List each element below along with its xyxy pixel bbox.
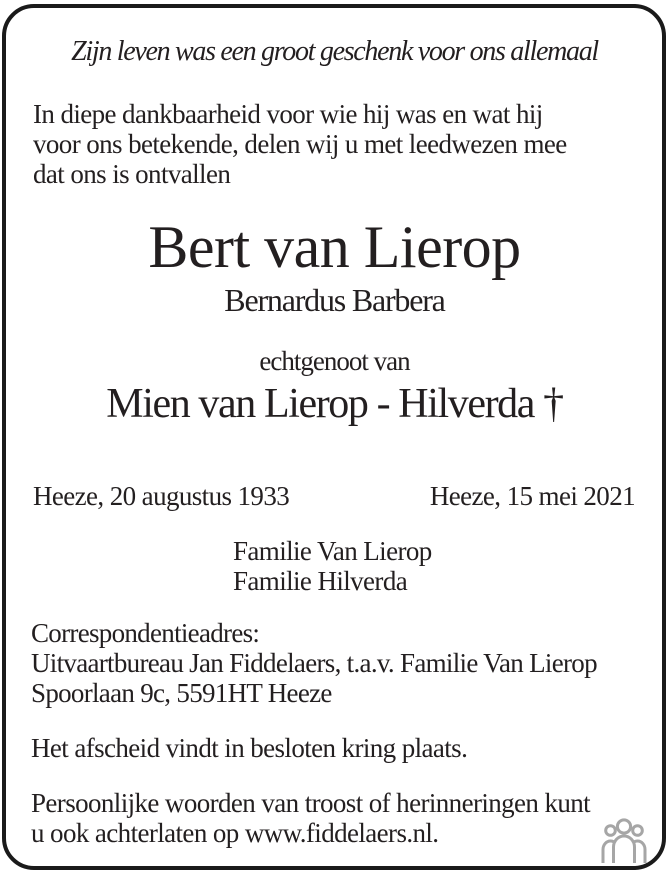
closing-paragraph	[31, 788, 590, 848]
family-icon-svg	[600, 818, 648, 864]
deceased-birth-names: Bernardus Barbera	[224, 282, 445, 318]
correspondence-line-1: Uitvaartbureau Jan Fiddelaers, t.a.v. Familie Van Lierop	[31, 648, 597, 678]
death-place-date: Heeze, 15 mei 2021	[429, 481, 635, 511]
family-line-2: Familie Hilverda	[233, 566, 408, 596]
correspondence-label: Correspondentieadres:	[31, 618, 260, 648]
correspondence-address	[31, 618, 597, 708]
farewell-notice: Het afscheid vindt in besloten kring plaats.	[31, 733, 468, 763]
intro-line-3: dat ons is ontvallen	[33, 159, 231, 189]
dates-row	[33, 481, 635, 511]
relation-label: echtgenoot van	[259, 346, 410, 376]
intro-line-1: In diepe dankbaarheid voor wie hij was en wat hij	[33, 99, 543, 129]
memorial-quote: Zijn leven was een groot geschenk voor ons allemaal	[71, 36, 598, 67]
intro-paragraph	[33, 99, 567, 189]
deceased-name: Bert van Lierop	[148, 214, 521, 280]
closing-line-1: Persoonlijke woorden van troost of herinneringen kunt	[31, 788, 591, 818]
partner-name: Mien van Lierop - Hilverda †	[106, 381, 563, 427]
family-icon	[600, 818, 648, 864]
family-line-1: Familie Van Lierop	[233, 536, 432, 566]
birth-place-date: Heeze, 20 augustus 1933	[33, 481, 290, 511]
family-signatures	[233, 536, 432, 596]
correspondence-line-2: Spoorlaan 9c, 5591HT Heeze	[31, 678, 332, 708]
closing-line-2: u ook achterlaten op www.fiddelaers.nl.	[31, 818, 439, 848]
intro-line-2: voor ons betekende, delen wij u met leedwezen mee	[33, 129, 567, 159]
